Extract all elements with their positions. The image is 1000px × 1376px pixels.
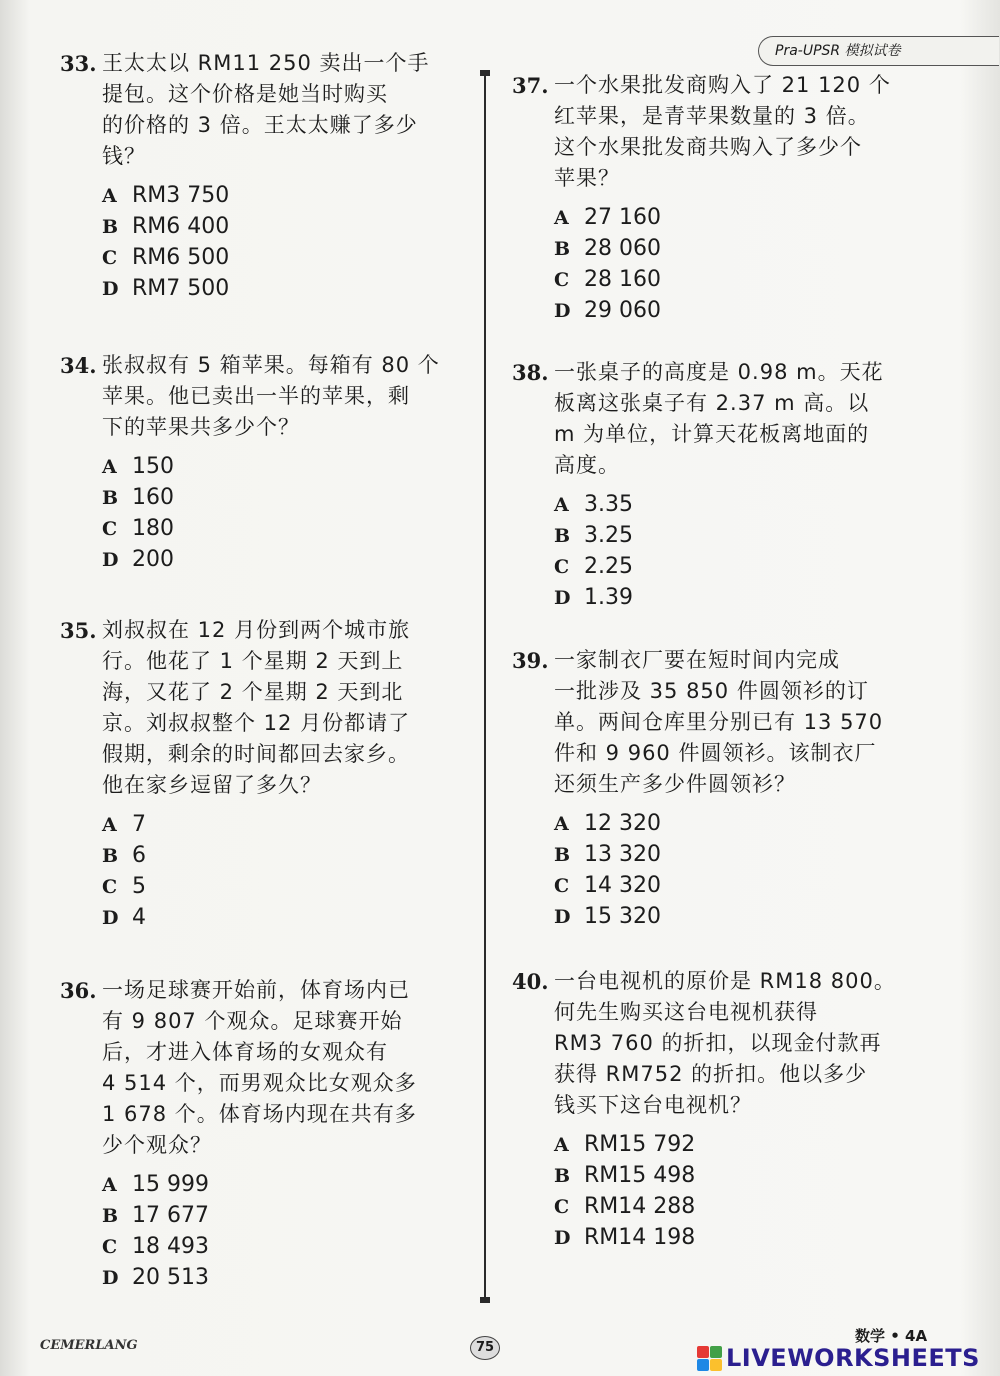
option-letter: D <box>102 907 119 929</box>
question-text-line: 张叔叔有 5 箱苹果。每箱有 80 个 <box>102 353 440 377</box>
option-text: 150 <box>132 454 174 479</box>
subject-label: 数学 • 4A <box>855 1327 928 1345</box>
answer-option-d[interactable] <box>102 1262 209 1293</box>
answer-option-a[interactable] <box>554 489 633 520</box>
option-text: 29 060 <box>584 298 661 323</box>
question-number: 37. <box>512 73 549 98</box>
answer-options <box>102 451 174 575</box>
page-number: 75 <box>470 1336 500 1360</box>
question-text <box>102 48 452 172</box>
option-text: 3.25 <box>584 523 633 548</box>
option-letter: D <box>554 1227 571 1249</box>
option-text: RM14 198 <box>584 1225 696 1250</box>
option-text: 4 <box>132 905 146 930</box>
question-text-line: 下的苹果共多少个？ <box>102 415 300 439</box>
question-text-line: 获得 RM752 的折扣。他以多少 <box>554 1062 868 1086</box>
publisher-logo: CEMERLANG <box>40 1338 138 1353</box>
option-text: 2.25 <box>584 554 633 579</box>
question-text-line: RM3 760 的折扣，以现金付款再 <box>554 1031 882 1055</box>
answer-option-b[interactable] <box>102 840 146 871</box>
question-text-line: 海，又花了 2 个星期 2 天到北 <box>102 680 404 704</box>
answer-option-c[interactable] <box>102 1231 209 1262</box>
option-text: RM7 500 <box>132 276 230 301</box>
option-text: 20 513 <box>132 1265 209 1290</box>
option-letter: A <box>554 494 569 516</box>
option-letter: D <box>554 300 571 322</box>
answer-option-c[interactable] <box>554 264 661 295</box>
answer-option-c[interactable] <box>554 870 661 901</box>
question-text-line: 何先生购买这台电视机获得 <box>554 1000 818 1024</box>
question-text-line: 一张桌子的高度是 0.98 m。天花 <box>554 360 884 384</box>
divider-bottom-cap <box>480 1297 490 1303</box>
answer-option-b[interactable] <box>554 233 661 264</box>
option-text: 180 <box>132 516 174 541</box>
question-text-line: 一场足球赛开始前，体育场内已 <box>102 978 410 1002</box>
option-text: 18 493 <box>132 1234 209 1259</box>
answer-options <box>102 180 229 304</box>
question-text <box>102 615 452 801</box>
question-text-line: 高度。 <box>554 453 620 477</box>
option-text: 13 320 <box>584 842 661 867</box>
option-text: 27 160 <box>584 205 661 230</box>
option-letter: A <box>554 207 569 229</box>
question-text-line: 一个水果批发商购入了 21 120 个 <box>554 73 891 97</box>
watermark-text: LIVEWORKSHEETS <box>726 1344 980 1372</box>
answer-option-b[interactable] <box>554 839 661 870</box>
header-label: Pra-UPSR 模拟试卷 <box>758 36 999 66</box>
question-text-line: 件和 9 960 件圆领衫。该制衣厂 <box>554 741 877 765</box>
option-letter: B <box>554 844 571 866</box>
answer-option-d[interactable] <box>102 273 229 304</box>
question-text-line: 苹果？ <box>554 166 620 190</box>
option-letter: D <box>102 549 119 571</box>
question-number: 34. <box>60 353 97 378</box>
option-letter: A <box>102 1174 117 1196</box>
answer-option-b[interactable] <box>102 1200 209 1231</box>
logo-square-l <box>697 1346 709 1358</box>
answer-option-c[interactable] <box>102 242 229 273</box>
option-letter: B <box>102 845 119 867</box>
option-letter: C <box>554 1196 570 1218</box>
option-letter: A <box>102 456 117 478</box>
question-text-line: 假期，剩余的时间都回去家乡。 <box>102 742 410 766</box>
option-text: 28 060 <box>584 236 661 261</box>
question-text <box>554 357 904 481</box>
option-letter: B <box>102 487 119 509</box>
question-text-line: 1 678 个。体育场内现在共有多 <box>102 1102 417 1126</box>
option-letter: A <box>102 185 117 207</box>
option-letter: C <box>554 556 570 578</box>
question-text-line: 单。两间仓库里分别已有 13 570 <box>554 710 884 734</box>
question-text-line: 京。刘叔叔整个 12 月份都请了 <box>102 711 411 735</box>
question-text <box>554 70 904 194</box>
question-number: 33. <box>60 51 97 76</box>
question-text-line: 提包。这个价格是她当时购买 <box>102 82 388 106</box>
question-text-line: m 为单位，计算天花板离地面的 <box>554 422 870 446</box>
option-letter: C <box>102 1236 118 1258</box>
question-text-line: 钱买下这台电视机？ <box>554 1093 752 1117</box>
question-text <box>102 350 452 443</box>
liveworksheets-watermark <box>697 1344 980 1372</box>
question-number: 40. <box>512 969 549 994</box>
question-number: 36. <box>60 978 97 1003</box>
question-number: 38. <box>512 360 549 385</box>
option-letter: C <box>102 518 118 540</box>
option-letter: A <box>554 1134 569 1156</box>
option-letter: C <box>554 269 570 291</box>
option-text: 3.35 <box>584 492 633 517</box>
question-text-line: 的价格的 3 倍。王太太赚了多少 <box>102 113 418 137</box>
option-letter: D <box>554 587 571 609</box>
question-text-line: 板离这张桌子有 2.37 m 高。以 <box>554 391 870 415</box>
question-text-line: 红苹果，是青苹果数量的 3 倍。 <box>554 104 870 128</box>
logo-square-e <box>710 1359 722 1371</box>
option-text: RM14 288 <box>584 1194 696 1219</box>
answer-option-a[interactable] <box>554 1129 695 1160</box>
answer-option-a[interactable] <box>102 809 146 840</box>
option-text: RM6 500 <box>132 245 230 270</box>
option-text: 200 <box>132 547 174 572</box>
answer-option-b[interactable] <box>102 211 229 242</box>
question-text <box>554 645 904 800</box>
answer-option-b[interactable] <box>554 1160 695 1191</box>
answer-option-d[interactable] <box>554 582 633 613</box>
answer-option-a[interactable] <box>102 1169 209 1200</box>
answer-option-d[interactable] <box>102 902 146 933</box>
option-letter: C <box>102 247 118 269</box>
option-letter: D <box>102 278 119 300</box>
option-text: 12 320 <box>584 811 661 836</box>
option-letter: C <box>554 875 570 897</box>
logo-square-v <box>697 1359 709 1371</box>
liveworksheets-logo-icon <box>697 1346 722 1371</box>
option-text: 5 <box>132 874 146 899</box>
question-text-line: 这个水果批发商共购入了多少个 <box>554 135 862 159</box>
answer-option-c[interactable] <box>554 551 633 582</box>
answer-options <box>554 489 633 613</box>
answer-option-a[interactable] <box>554 202 661 233</box>
question-text-line: 行。他花了 1 个星期 2 天到上 <box>102 649 404 673</box>
option-letter: B <box>102 216 119 238</box>
option-text: 15 999 <box>132 1172 209 1197</box>
option-letter: A <box>102 814 117 836</box>
question-text-line: 刘叔叔在 12 月份到两个城市旅 <box>102 618 411 642</box>
question-number: 39. <box>512 648 549 673</box>
answer-option-d[interactable] <box>102 544 174 575</box>
option-text: 160 <box>132 485 174 510</box>
option-text: RM15 498 <box>584 1163 696 1188</box>
answer-options <box>554 1129 695 1253</box>
answer-option-c[interactable] <box>102 871 146 902</box>
question-text-line: 少个观众？ <box>102 1133 212 1157</box>
option-text: RM15 792 <box>584 1132 696 1157</box>
option-text: 15 320 <box>584 904 661 929</box>
question-text-line: 有 9 807 个观众。足球赛开始 <box>102 1009 403 1033</box>
option-text: RM3 750 <box>132 183 230 208</box>
logo-square-i <box>710 1346 722 1358</box>
option-letter: B <box>554 1165 571 1187</box>
option-text: 14 320 <box>584 873 661 898</box>
answer-option-c[interactable] <box>554 1191 695 1222</box>
question-number: 35. <box>60 618 97 643</box>
option-letter: B <box>554 238 571 260</box>
option-letter: C <box>102 876 118 898</box>
option-letter: A <box>554 813 569 835</box>
column-divider <box>484 72 486 1300</box>
question-text-line: 一批涉及 35 850 件圆领衫的订 <box>554 679 869 703</box>
answer-option-a[interactable] <box>554 808 661 839</box>
answer-options <box>554 202 661 326</box>
option-letter: B <box>554 525 571 547</box>
option-text: 1.39 <box>584 585 633 610</box>
option-letter: D <box>102 1267 119 1289</box>
question-text <box>554 966 904 1121</box>
question-text-line: 还须生产多少件圆领衫？ <box>554 772 796 796</box>
question-text-line: 4 514 个，而男观众比女观众多 <box>102 1071 417 1095</box>
option-text: RM6 400 <box>132 214 230 239</box>
option-text: 28 160 <box>584 267 661 292</box>
answer-option-b[interactable] <box>554 520 633 551</box>
question-text <box>102 975 452 1161</box>
option-text: 6 <box>132 843 146 868</box>
question-text-line: 钱？ <box>102 144 146 168</box>
answer-options <box>102 809 146 933</box>
option-letter: D <box>554 906 571 928</box>
answer-options <box>554 808 661 932</box>
answer-option-b[interactable] <box>102 482 174 513</box>
question-text-line: 他在家乡逗留了多久？ <box>102 773 322 797</box>
option-text: 7 <box>132 812 146 837</box>
answer-option-a[interactable] <box>102 451 174 482</box>
question-text-line: 一家制衣厂要在短时间内完成 <box>554 648 840 672</box>
answer-option-d[interactable] <box>554 901 661 932</box>
option-text: 17 677 <box>132 1203 209 1228</box>
question-text-line: 苹果。他已卖出一半的苹果，剩 <box>102 384 410 408</box>
answer-option-d[interactable] <box>554 295 661 326</box>
answer-option-c[interactable] <box>102 513 174 544</box>
answer-options <box>102 1169 209 1293</box>
option-letter: B <box>102 1205 119 1227</box>
answer-option-a[interactable] <box>102 180 229 211</box>
question-text-line: 后，才进入体育场的女观众有 <box>102 1040 388 1064</box>
question-text-line: 一台电视机的原价是 RM18 800。 <box>554 969 896 993</box>
question-text-line: 王太太以 RM11 250 卖出一个手 <box>102 51 430 75</box>
answer-option-d[interactable] <box>554 1222 695 1253</box>
